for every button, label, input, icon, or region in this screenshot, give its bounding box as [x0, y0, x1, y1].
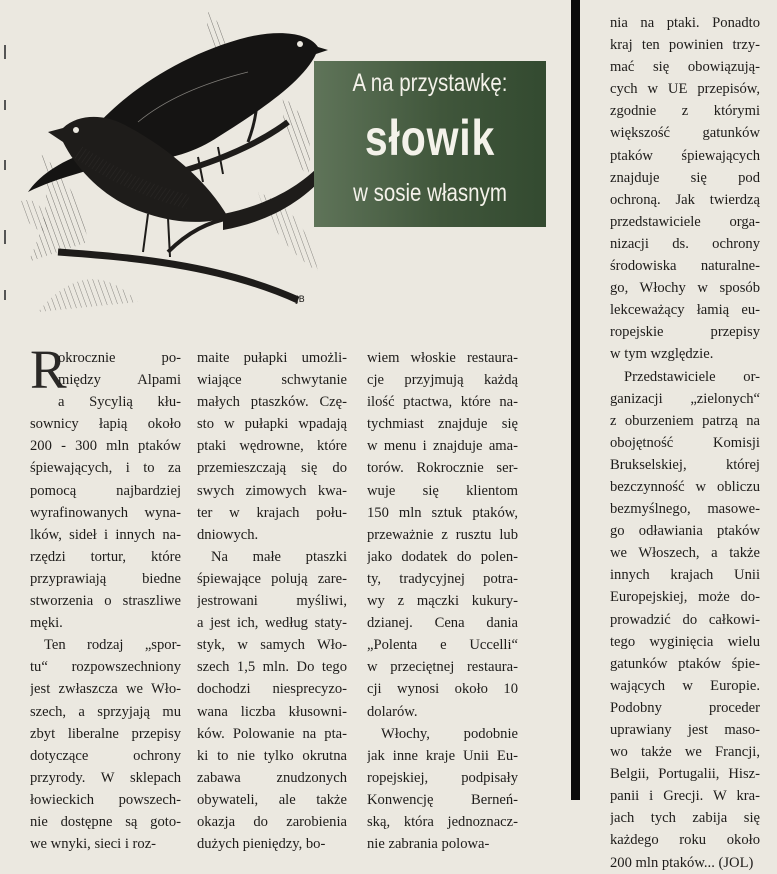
text-line: każdego roku około: [610, 832, 760, 849]
text-line: wo także we Francji,: [610, 744, 760, 761]
text-line: maite pułapki umożli-: [197, 350, 347, 366]
text-line: uprawiany jest maso-: [610, 722, 760, 738]
text-line: we Włoszech, a także: [610, 545, 760, 562]
text-line: kraj ten powinien trzy-: [610, 37, 760, 54]
text-line: małych ptaszków. Czę-: [197, 394, 347, 411]
text-line: ptaki wędrowne, które: [197, 438, 347, 455]
svg-text:JB: JB: [296, 295, 305, 305]
text-line: jako dodatek do polen-: [367, 548, 518, 565]
text-line: tychmiast znajduje się: [367, 416, 518, 433]
text-line: znajduje się pod: [610, 169, 760, 186]
title-line-2: słowik: [364, 110, 496, 166]
text-line: łowieckich powszech-: [30, 791, 181, 808]
text-line: stworzenia o straszliwe: [30, 593, 181, 610]
text-line: styk, w samych Wło-: [197, 637, 347, 654]
text-line: ków. Polowanie na pta-: [197, 725, 347, 742]
text-line: Ten rodzaj „spor-: [44, 637, 181, 654]
nightingale-illustration: [18, 2, 340, 314]
text-line: ropejskiej, podpisały: [367, 769, 518, 786]
text-line: Brukselskiej, której: [610, 456, 760, 473]
text-line: jest zwłaszcza we Wło-: [30, 681, 181, 698]
text-line: większość gatunków: [610, 125, 760, 142]
article-column-1: [30, 339, 181, 855]
text-line: a Sycylią kłu-: [58, 394, 181, 411]
text-line: 200 mln ptaków... (JOL): [610, 854, 754, 871]
text-line: 200 - 300 mln ptaków: [30, 438, 181, 455]
text-line: jestrowani myśliwi,: [197, 593, 347, 610]
text-line: ter w krajach połu-: [197, 504, 347, 521]
text-line: nie dostępne są goto-: [30, 813, 181, 830]
title-line-1: A na przystawkę:: [352, 69, 508, 97]
text-line: jak inne kraje Unii Eu-: [367, 747, 518, 764]
text-line: nie zabrania polowa-: [367, 836, 490, 853]
text-line: dolarów.: [367, 703, 418, 720]
text-line: swych zimowych kwa-: [197, 482, 347, 499]
text-line: w tym względzie.: [610, 346, 714, 363]
text-line: środowiska naturalne-: [610, 258, 760, 275]
text-line: ochroną. Jak twierdzą: [610, 191, 760, 208]
text-line: śpiewających, i to za: [30, 460, 181, 477]
text-line: okazja do zarobienia: [197, 813, 347, 830]
text-line: cje przyjmują każdą: [367, 372, 518, 389]
text-line: go odławiania ptaków: [610, 523, 760, 540]
text-line: okrocznie po-: [58, 350, 181, 366]
text-line: wających w Europie.: [610, 677, 760, 694]
text-line: ki to nie tylko okrutna: [197, 747, 347, 764]
text-line: wyrafinowanych wyna-: [30, 504, 181, 521]
text-line: ptaków śpiewających: [610, 147, 760, 164]
text-line: lków, sideł i innych na-: [30, 526, 181, 543]
text-line: go, Włochy w sposób: [610, 280, 760, 297]
text-line: szech, a sprzyjają mu: [30, 703, 181, 720]
text-line: dochodzi niesprecyzo-: [197, 681, 347, 698]
text-line: jach tych zabija się: [610, 810, 760, 827]
text-line: a jest ich, według staty-: [197, 615, 347, 632]
text-line: zgodnie z którymi: [610, 103, 760, 120]
text-line: przeważnie z rusztu lub: [367, 526, 518, 543]
edge-mark: [4, 100, 6, 110]
text-line: w menu i znajduje ama-: [367, 438, 518, 455]
text-line: dotyczące ochrony: [30, 747, 181, 764]
article-column-3: [367, 347, 518, 855]
page-gutter: [571, 0, 580, 800]
text-line: cych w UE przepisów,: [610, 81, 760, 98]
text-line: zabawa znudzonych: [197, 769, 347, 786]
text-line: przedstawiciele orga-: [610, 213, 760, 230]
text-line: męki.: [30, 615, 63, 632]
text-line: ropejskie przepisy: [610, 324, 760, 341]
text-line: przyprawiają biedne: [30, 570, 181, 587]
text-line: nizacji ds. ochrony: [610, 235, 760, 252]
drop-cap: R: [30, 339, 67, 400]
text-line: bezczynność w obliczu: [610, 478, 760, 495]
text-line: bezmyślnego, masowe-: [610, 501, 760, 518]
text-line: między Alpami: [58, 372, 181, 389]
text-line: dniowych.: [197, 526, 259, 543]
edge-mark: [4, 160, 6, 170]
text-line: torów. Rokrocznie ser-: [367, 460, 518, 477]
text-line: Włochy, podobnie: [381, 725, 518, 742]
edge-mark: [4, 45, 6, 59]
text-line: wiem włoskie restaura-: [367, 350, 518, 366]
text-line: we wnyki, sieci i roz-: [30, 836, 157, 853]
edge-mark: [4, 290, 6, 300]
text-line: z oburzeniem patrzą na: [610, 412, 760, 429]
text-line: cji wynosi około 10: [367, 681, 518, 698]
text-line: innych krajach Unii: [610, 567, 760, 584]
text-line: przyrody. W sklepach: [30, 769, 181, 786]
edge-mark: [4, 230, 6, 244]
text-line: ilość ptactwa, które na-: [367, 394, 518, 411]
text-line: sownicy łapią około: [30, 416, 181, 433]
text-line: wana liczba kłusowni-: [197, 703, 347, 720]
text-line: Europejskiej, może do-: [610, 589, 760, 606]
text-line: sto w pułapki wpadają: [197, 416, 347, 433]
text-line: gatunków ptaków śpie-: [610, 655, 760, 672]
text-line: tu“ rozpowszechniony: [30, 659, 181, 676]
text-line: śpiewające polują zare-: [197, 570, 347, 587]
text-line: prowadzić do całkowi-: [610, 611, 760, 628]
text-line: rzędzi tortur, które: [30, 548, 181, 565]
article-column-2: [197, 347, 347, 855]
text-line: 150 mln sztuk ptaków,: [367, 504, 518, 521]
text-line: wy z mączki kukury-: [367, 593, 518, 610]
text-line: Belgii, Portugalii, Hisz-: [610, 766, 760, 783]
title-box: [314, 61, 546, 227]
text-line: pomocą najbardziej: [30, 482, 181, 499]
text-line: panii i Grecji. W kra-: [610, 788, 760, 805]
text-line: Na małe ptaszki: [211, 548, 347, 565]
text-line: w przeciętnej restaura-: [367, 659, 518, 676]
text-line: wiające schwytanie: [197, 372, 347, 389]
text-line: Konwencję Berneń-: [367, 791, 518, 808]
text-line: nia na ptaki. Ponadto: [610, 15, 760, 31]
text-line: tego wyginięcia wielu: [610, 633, 760, 650]
text-line: szech 1,5 mln. Do tego: [197, 659, 347, 676]
text-line: dzianej. Cena dania: [367, 615, 518, 632]
text-line: lekceważący łamią eu-: [610, 302, 760, 319]
text-line: Podobny proceder: [610, 699, 760, 716]
text-line: ty, tradycyjnej potra-: [367, 570, 518, 587]
text-line: „Polenta e Uccelli“: [367, 637, 518, 654]
text-line: ganizacji „zielonych“: [610, 390, 760, 407]
text-line: dużych pieniędzy, bo-: [197, 836, 326, 853]
article-column-4: [610, 12, 760, 874]
text-line: zbyt liberalne przepisy: [30, 725, 181, 742]
text-line: ską, która jednoznacz-: [367, 813, 518, 830]
text-line: mać się obowiązują-: [610, 59, 760, 76]
text-line: Przedstawiciele or-: [624, 368, 760, 385]
text-line: obywateli, ale także: [197, 791, 347, 808]
text-line: obojętność Komisji: [610, 434, 760, 451]
text-line: przemieszczają się do: [197, 460, 347, 477]
title-line-3: w sosie własnym: [353, 179, 507, 207]
text-line: wuje się klientom: [367, 482, 518, 499]
